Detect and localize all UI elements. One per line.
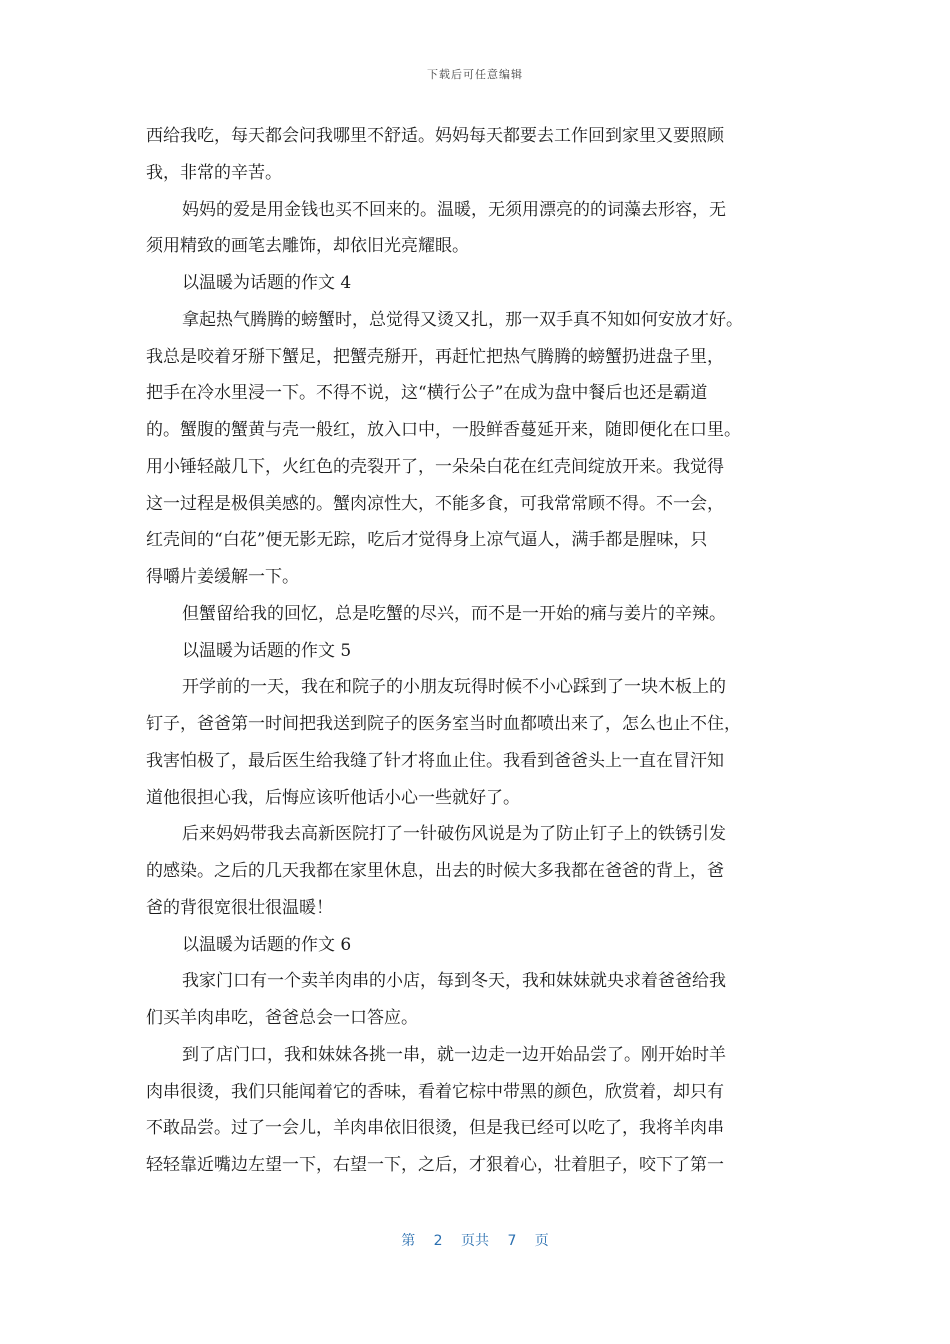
page-header: 下载后可任意编辑 (427, 68, 523, 81)
text-line: 把手在冷水里浸一下。不得不说，这“横行公子”在成为盘中餐后也还是霸道 (146, 383, 708, 404)
text-line: 我害怕极了，最后医生给我缝了针才将血止住。我看到爸爸头上一直在冒汗知 (146, 750, 724, 771)
text-line: 不敢品尝。过了一会儿，羊肉串依旧很烫，但是我已经可以吃了，我将羊肉串 (146, 1118, 724, 1139)
text-line: 红壳间的“白花”便无影无踪，吃后才觉得身上凉气逼人，满手都是腥味，只 (146, 530, 708, 551)
text-line: 但蟹留给我的回忆，总是吃蟹的尽兴，而不是一开始的痛与姜片的辛辣。 (182, 603, 726, 624)
text-line: 钉子，爸爸第一时间把我送到院子的医务室当时血都喷出来了，怎么也止不住， (146, 714, 741, 734)
text-line: 西给我吃，每天都会问我哪里不舒适。妈妈每天都要去工作回到家里又要照顾 (146, 126, 724, 146)
text-line: 的感染。之后的几天我都在家里休息，出去的时候大多我都在爸爸的背上，爸 (146, 861, 724, 881)
text-line: 这一过程是极俱美感的。蟹肉凉性大，不能多食，可我常常顾不得。不一会， (146, 493, 724, 514)
text-line: 得嚼片姜缓解一下。 (146, 567, 299, 587)
page-number-footer: 第 2 页共 7 页 (401, 1233, 549, 1249)
text-line: 妈妈的爱是用金钱也买不回来的。温暖，无须用漂亮的的词藻去形容，无 (182, 199, 726, 220)
text-line: 拿起热气腾腾的螃蟹时，总觉得又烫又扎，那一双手真不知如何安放才好。 (182, 309, 743, 330)
text-line: 以温暖为话题的作文 6 (182, 934, 352, 955)
text-line: 我，非常的辛苦。 (146, 162, 282, 183)
text-line: 我总是咬着牙掰下蟹足，把蟹壳掰开，再赶忙把热气腾腾的螃蟹扔进盘子里， (146, 346, 724, 367)
text-line: 肉串很烫，我们只能闻着它的香味，看着它棕中带黑的颜色，欣赏着，却只有 (146, 1081, 724, 1102)
text-line: 的。蟹腹的蟹黄与壳一般红，放入口中，一股鲜香蔓延开来，随即便化在口里。 (146, 420, 741, 440)
document-body (146, 118, 811, 1184)
text-line: 道他很担心我，后悔应该听他话小心一些就好了。 (146, 787, 520, 808)
text-line: 轻轻靠近嘴边左望一下，右望一下，之后，才狠着心，壮着胆子，咬下了第一 (146, 1155, 724, 1175)
text-line: 我家门口有一个卖羊肉串的小店，每到冬天，我和妹妹就央求着爸爸给我 (182, 971, 726, 992)
text-line: 用小锤轻敲几下，火红色的壳裂开了，一朵朵白花在红壳间绽放开来。我觉得 (146, 456, 724, 477)
text-line: 后来妈妈带我去高新医院打了一针破伤风说是为了防止钉子上的铁锈引发 (182, 824, 726, 845)
text-line: 以温暖为话题的作文 4 (182, 273, 352, 293)
text-line: 须用精致的画笔去雕饰，却依旧光亮耀眼。 (146, 236, 469, 257)
text-line: 以温暖为话题的作文 5 (182, 640, 352, 661)
text-line: 们买羊肉串吃，爸爸总会一口答应。 (146, 1008, 418, 1028)
text-line: 爸的背很宽很壮很温暖！ (146, 897, 333, 918)
text-line: 开学前的一天，我在和院子的小朋友玩得时候不小心踩到了一块木板上的 (182, 677, 726, 698)
text-line: 到了店门口，我和妹妹各挑一串，就一边走一边开始品尝了。刚开始时羊 (182, 1044, 726, 1065)
